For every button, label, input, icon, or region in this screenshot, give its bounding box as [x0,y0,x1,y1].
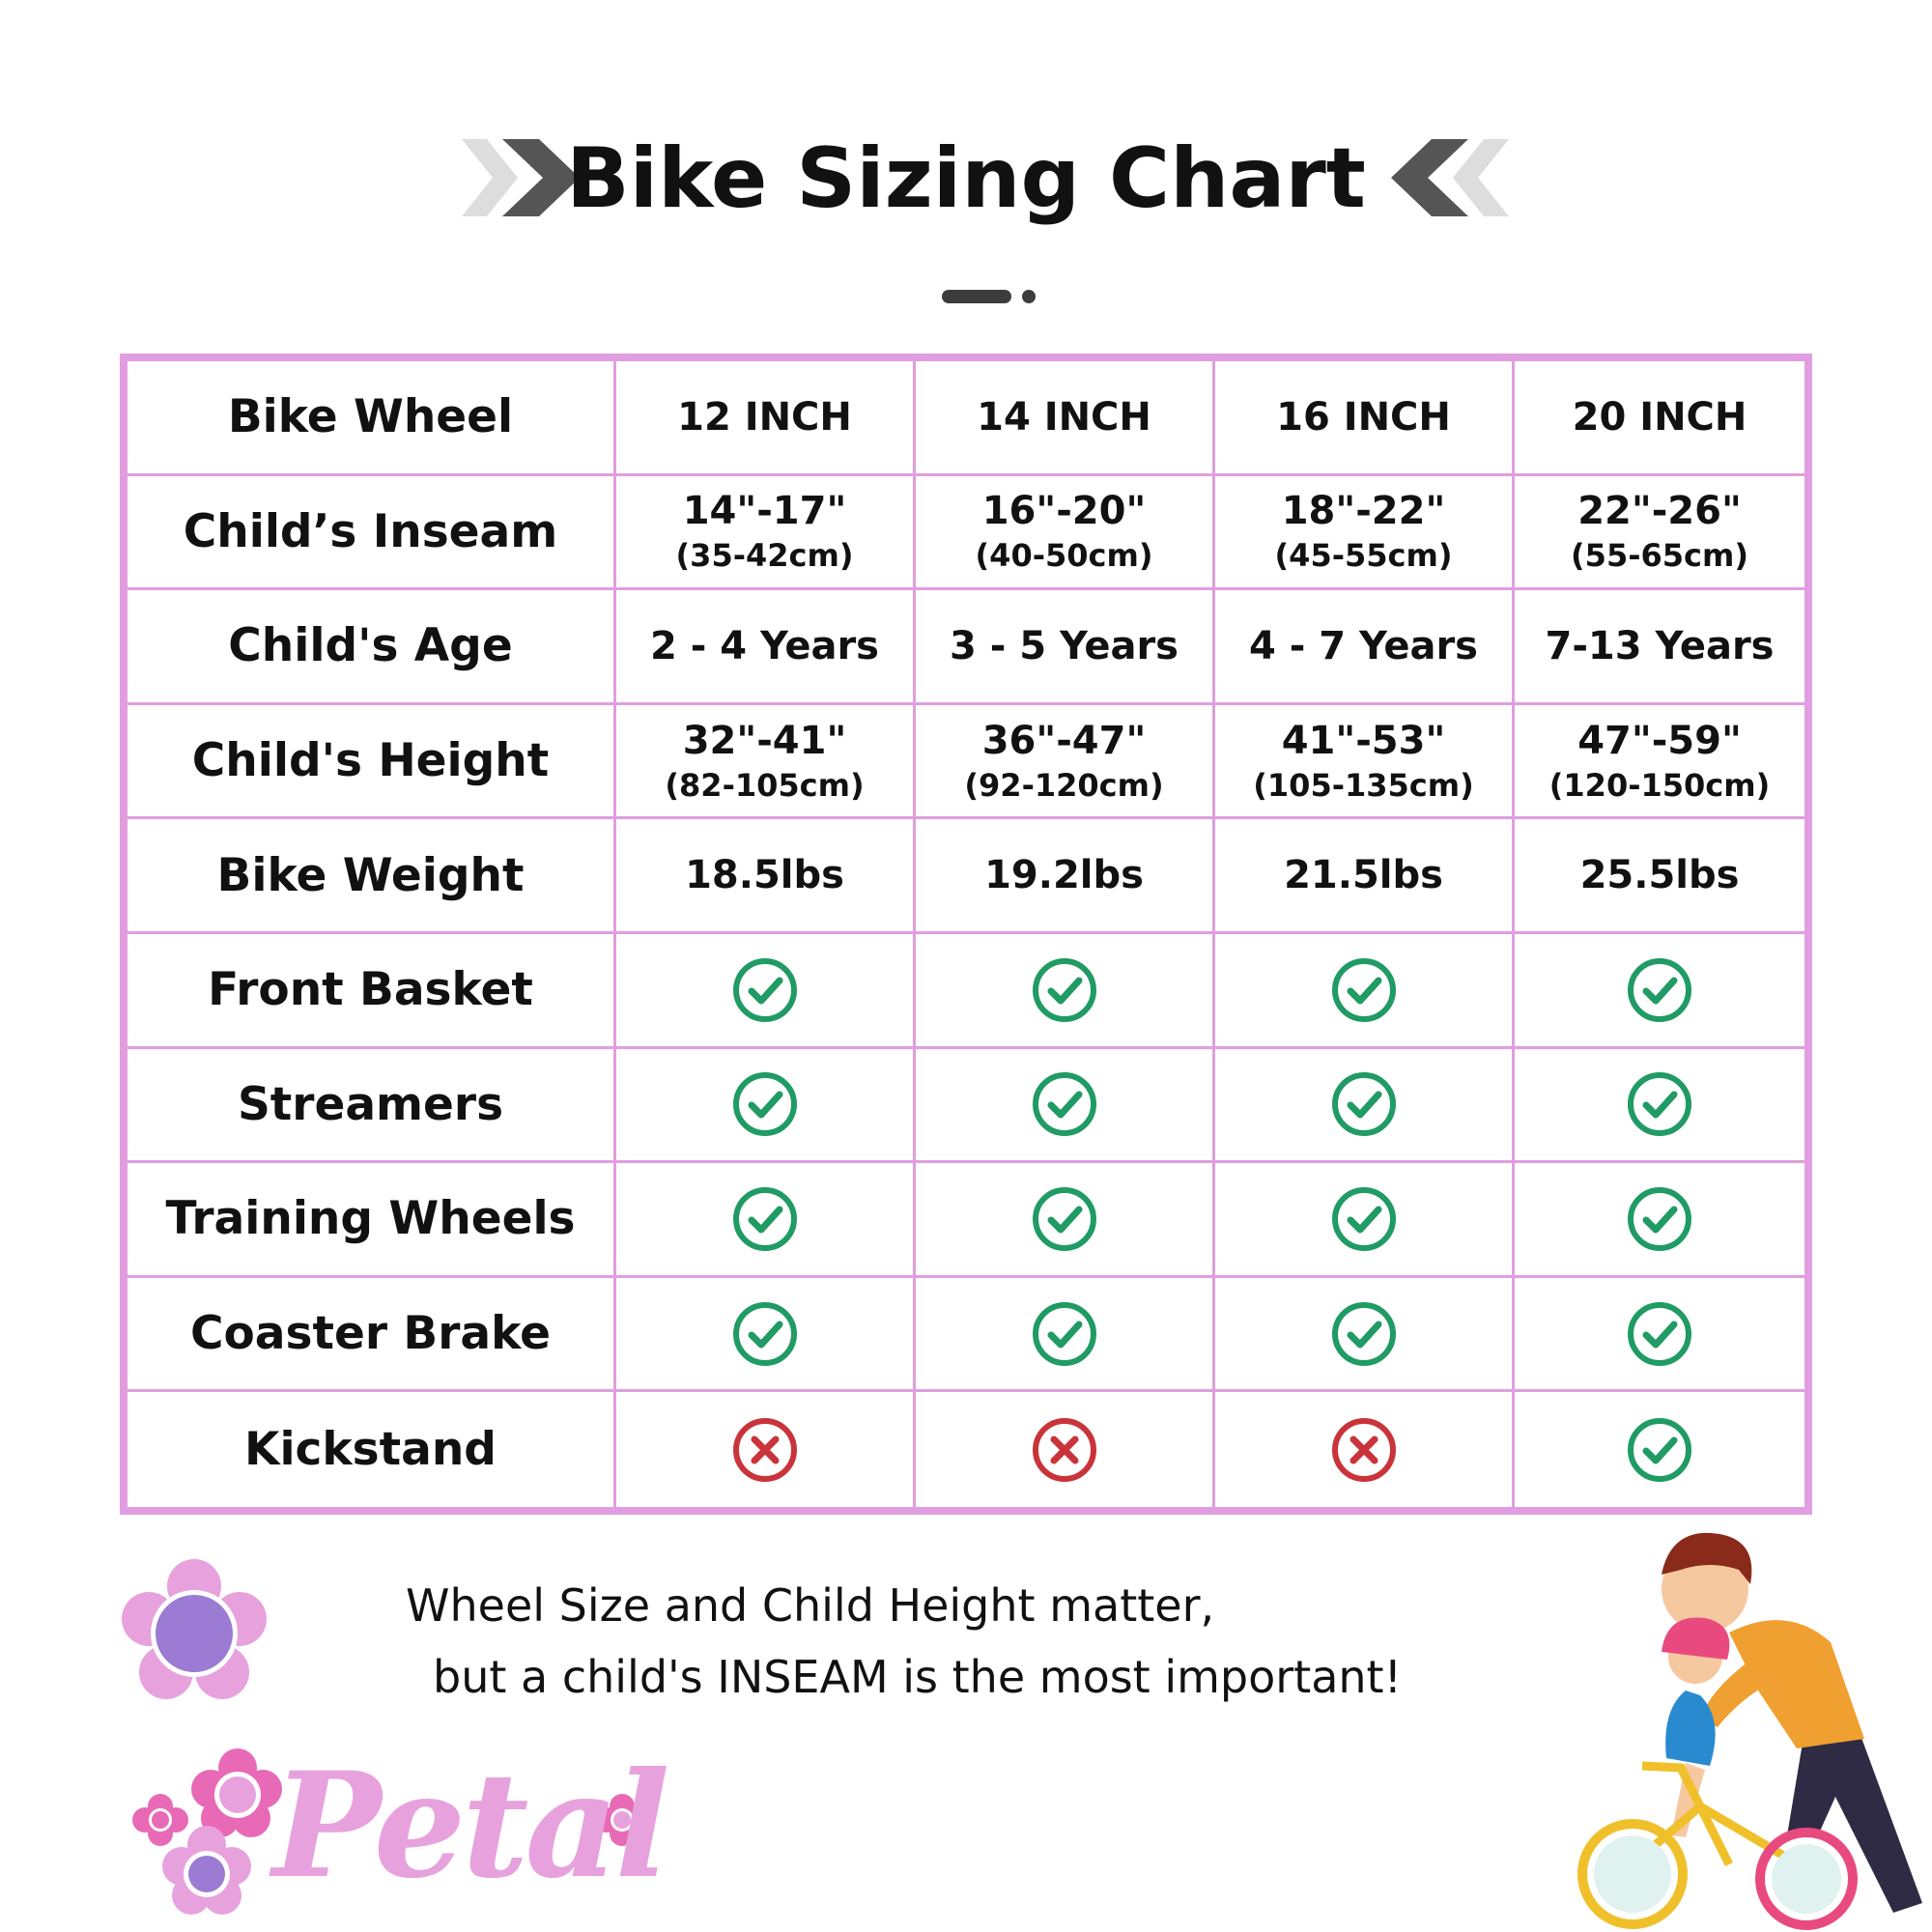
row-label-inseam: Child’s Inseam [128,476,616,591]
check-icon [731,956,799,1024]
feature-cell [1515,1278,1804,1393]
row-label-weight: Bike Weight [128,819,616,934]
check-icon [731,1300,799,1368]
feature-cell [1515,1049,1804,1164]
inseam-inches: 14"-17" [682,489,847,534]
height-cell [616,705,916,820]
feature-cell [916,1049,1215,1164]
inseam-cell [1215,476,1515,591]
check-icon [1031,1070,1098,1138]
height-cm: (82-105cm) [665,766,865,804]
height-cell [916,705,1215,820]
header [0,116,1932,242]
feature-cell [916,1163,1215,1278]
flower-icon [122,1559,267,1704]
sizing-table [120,354,1812,1515]
feature-cell [1515,1163,1804,1278]
check-icon [1031,1185,1098,1253]
row-label-age: Child's Age [128,590,616,705]
feature-cell [916,1278,1215,1393]
feature-cell [616,934,916,1049]
height-inches: 36"-47" [981,718,1147,763]
column-header-20-inch: 20 INCH [1515,361,1804,476]
feature-cell [1215,1163,1515,1278]
page-title: Bike Sizing Chart [566,130,1366,227]
row-label-bike-wheel: Bike Wheel [128,361,616,476]
feature-cell [1215,934,1515,1049]
weight-cell: 18.5lbs [616,819,916,934]
feature-cell [916,1392,1215,1507]
check-icon [1330,956,1398,1024]
inseam-cm: (55-65cm) [1571,537,1748,575]
title-divider [942,286,1038,307]
height-cm: (92-120cm) [964,766,1164,804]
row-label-streamers: Streamers [128,1049,616,1164]
height-cm: (120-150cm) [1548,766,1771,804]
age-cell: 2 - 4 Years [616,590,916,705]
column-header-16-inch: 16 INCH [1215,361,1515,476]
inseam-inches: 18"-22" [1281,489,1446,534]
inseam-cm: (45-55cm) [1274,537,1453,575]
column-header-12-inch: 12 INCH [616,361,916,476]
check-icon [1626,1185,1693,1253]
footer-note-line-2: but a child's INSEAM is the most important! [433,1651,1403,1703]
feature-cell [1515,934,1804,1049]
check-icon [1031,1300,1098,1368]
inseam-cm: (35-42cm) [675,537,854,575]
height-cell [1515,705,1804,820]
feature-cell [616,1049,916,1164]
check-icon [1626,956,1693,1024]
feature-cell [616,1278,916,1393]
height-inches: 32"-41" [682,718,847,763]
weight-cell: 21.5lbs [1215,819,1515,934]
check-icon [731,1185,799,1253]
check-icon [1330,1300,1398,1368]
inseam-inches: 16"-20" [981,489,1147,534]
height-cm: (105-135cm) [1253,766,1474,804]
check-icon [1626,1416,1693,1484]
row-label-height: Child's Height [128,705,616,820]
inseam-inches: 22"-26" [1577,489,1742,534]
row-label-front-basket: Front Basket [128,934,616,1049]
feature-cell [616,1392,916,1507]
check-icon [1330,1185,1398,1253]
feature-cell [1215,1049,1515,1164]
age-cell: 4 - 7 Years [1215,590,1515,705]
height-inches: 47"-59" [1577,718,1742,763]
check-icon [1031,956,1098,1024]
feature-cell [1215,1278,1515,1393]
double-chevron-left-icon [1391,139,1512,216]
check-icon [1626,1070,1693,1138]
row-label-coaster-brake: Coaster Brake [128,1278,616,1393]
age-cell: 7-13 Years [1515,590,1804,705]
feature-cell [916,934,1215,1049]
height-cell [1215,705,1515,820]
footer-note [406,1570,1468,1713]
cross-icon [1031,1416,1098,1484]
weight-cell: 19.2lbs [916,819,1215,934]
feature-cell [1215,1392,1515,1507]
check-icon [1330,1070,1398,1138]
check-icon [731,1070,799,1138]
weight-cell: 25.5lbs [1515,819,1804,934]
column-header-14-inch: 14 INCH [916,361,1215,476]
inseam-cell [1515,476,1804,591]
height-inches: 41"-53" [1281,718,1446,763]
cross-icon [1330,1416,1398,1484]
row-label-kickstand: Kickstand [128,1392,616,1507]
inseam-cell [616,476,916,591]
cross-icon [731,1416,799,1484]
inseam-cm: (40-50cm) [975,537,1153,575]
row-label-training-wheels: Training Wheels [128,1163,616,1278]
parent-teaching-child-bike-illustration [1565,1517,1932,1932]
feature-cell [616,1163,916,1278]
brand-name: Petal [272,1741,667,1911]
footer-note-line-1: Wheel Size and Child Height matter, [406,1579,1215,1632]
age-cell: 3 - 5 Years [916,590,1215,705]
inseam-cell [916,476,1215,591]
check-icon [1626,1300,1693,1368]
feature-cell [1515,1392,1804,1507]
